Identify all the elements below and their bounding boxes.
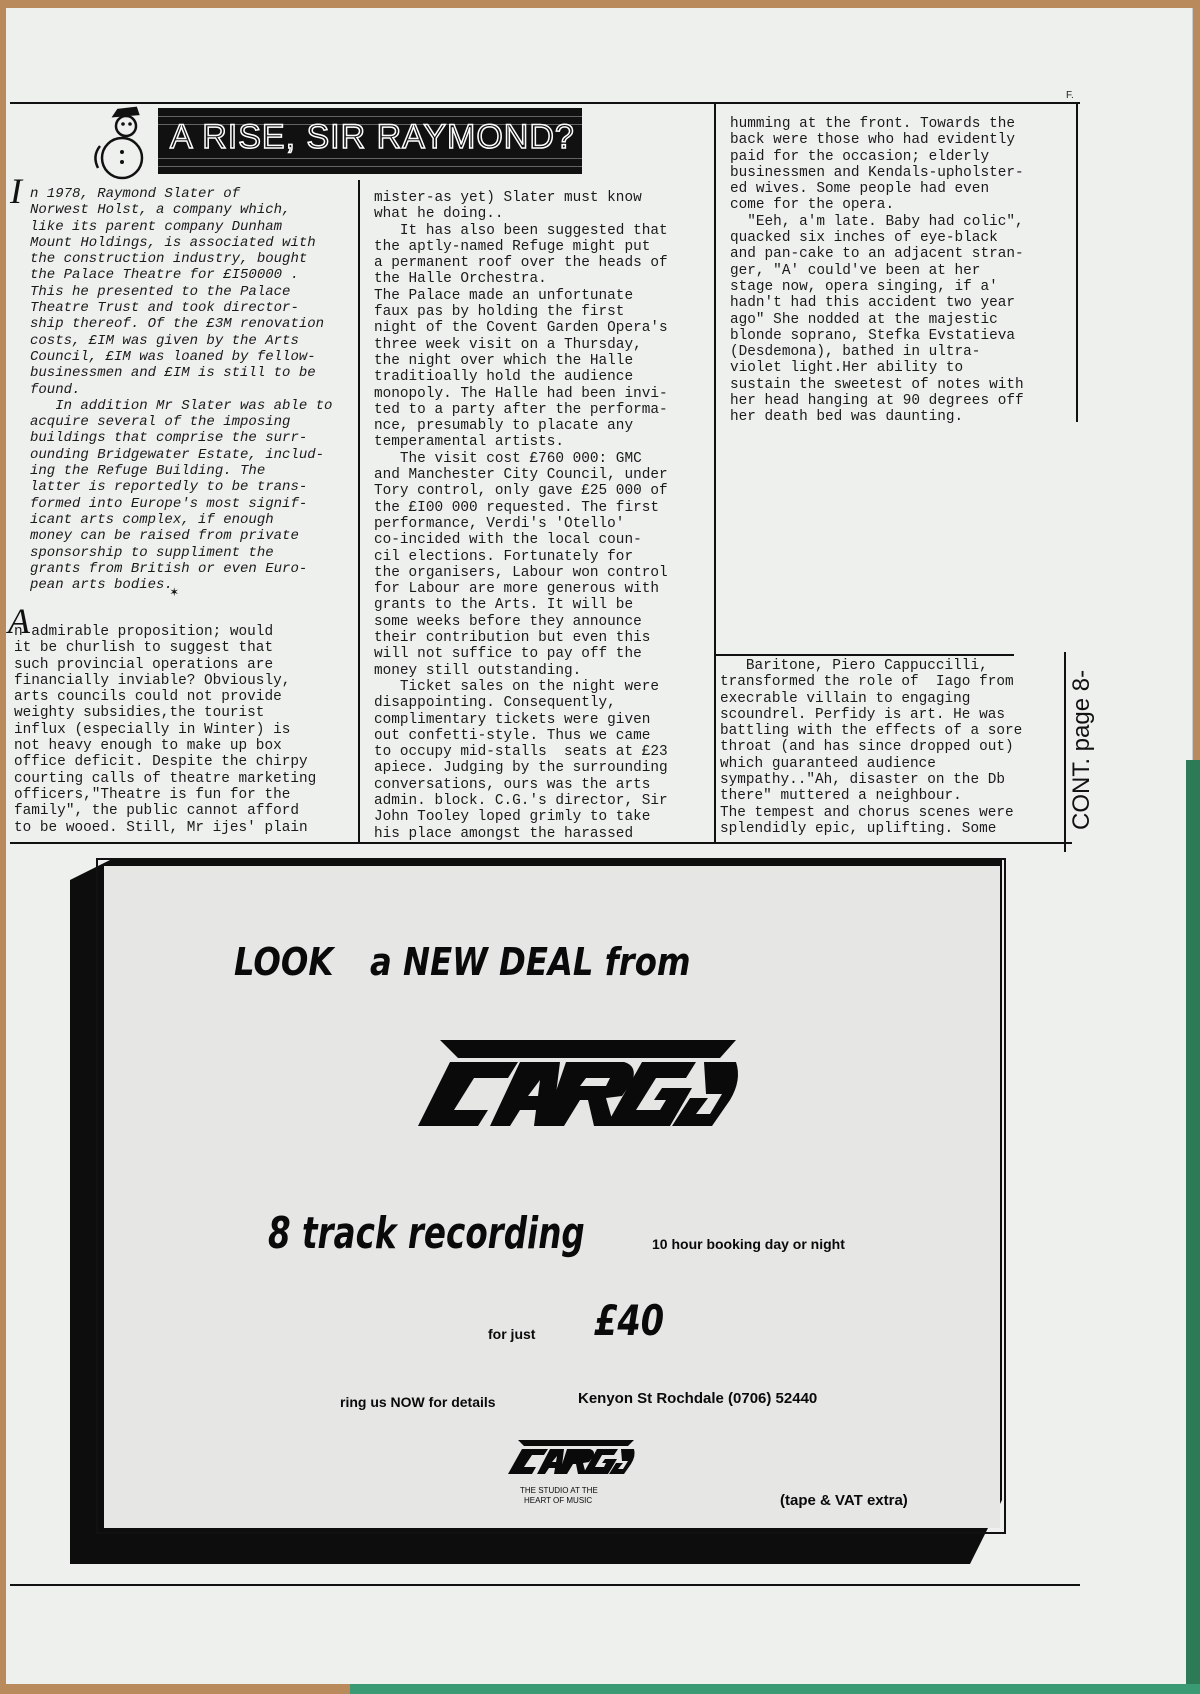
ad-address: Kenyon St Rochdale (0706) 52440 <box>578 1390 818 1407</box>
ad-new-deal: a NEW DEAL from <box>370 940 691 984</box>
article-bottom-rule <box>10 842 1072 844</box>
snowman-icon <box>92 106 154 187</box>
ad-booking: 10 hour booking day or night <box>652 1236 845 1252</box>
column-rule-2 <box>714 102 716 842</box>
ad-for-just: for just <box>488 1326 536 1342</box>
column1-paragraph-1: n 1978, Raymond Slater of Norwest Holst, a company which, like its parent company Dunham Mount Holdings, is associated with the construction industry, bought the Palace Theatre for £I50000 . This he presented to the Palace Theatre Trust and took director- ship thereof. Of the £3M renovation costs, £IM was given by the Arts Council, £IM was loaned by fellow- businessmen and £IM is still to be found. In addition Mr Slater was able to acquire several of the imposing buildings that comprise the surr- ounding Bridgewater Estate, includ- ing the Refuge Building. The latter is reportedly to be trans- formed into Europe's most signif- icant arts complex, if enough money can be raised from private sponsorship to suppliment the grants from British or even Euro- pean arts bodies. <box>30 186 333 594</box>
column3-divider-rule <box>714 654 1014 656</box>
ad-ring: ring us NOW for details <box>340 1394 496 1410</box>
column3-top-text: humming at the front. Towards the back were those who had evidently paid for the occasion; elderly businessmen and Kendals-upholster- ed wives. Some people had even come for the opera. "Eeh, a'm late. Baby had colic", quacked six inches of eye-black and pan-cake to an adjacent stran- ger, "A' could've been at her stage now, opera singing, if a' hadn't had this accident two year ago" She nodded at the majestic blonde soprano, Stefka Evstatieva (Desdemona), bathed in ultra- violet light.Her ability to sustain the sweetest of notes with her head hanging at 90 degrees off her death bed was daunting. <box>730 116 1024 426</box>
ad-tagline-2: HEART OF MUSIC <box>524 1496 593 1505</box>
background-green-strip <box>1186 760 1200 1694</box>
ad-tagline-1: THE STUDIO AT THE <box>520 1486 598 1495</box>
column3-right-rule <box>1076 102 1078 422</box>
column3-bottom-text: Baritone, Piero Cappuccilli, transformed the role of Iago from execrable villain to engaging scoundrel. Perfidy is art. He was battling with the effects of a sore throat (and has since dropped out) which guaranteed audience sympathy.."Ah, disaster on the Db there" muttered a neighbour. The tempest and chorus scenes were splendidly epic, uplifting. Some <box>720 658 1023 837</box>
column1-paragraph-2: n admirable proposition; would it be churlish to suggest that such provincial operations are financially inviable? Obviously, arts councils could not provide weighty subsidies,the tourist influx (especially in Winter) is not heavy enough to make up box office deficit. Despite the chirpy courting calls of theatre marketing officers,"Theatre is fun for the family", the public cannot afford to be wooed. Still, Mr ijes' plain <box>14 624 317 836</box>
dropcap-i: I <box>10 171 22 211</box>
background-edge-strip <box>350 1684 1200 1694</box>
cargo-logo-icon <box>410 1040 736 1135</box>
cargo-small-logo-icon <box>506 1440 634 1481</box>
ad-8-track: 8 track recording <box>268 1208 585 1259</box>
page-corner-mark: F. <box>1066 90 1074 101</box>
continued-label: CONT. page 8- <box>1068 669 1095 830</box>
star-mark: ✶ <box>170 585 179 601</box>
dropcap-a: A <box>8 601 30 641</box>
headline-banner <box>158 108 582 174</box>
page-bottom-rule <box>10 1584 1080 1586</box>
ad-look: LOOK <box>234 940 334 984</box>
article-headline: A RISE, SIR RAYMOND? <box>170 118 575 156</box>
column2-text: mister-as yet) Slater must know what he doing.. It has also been suggested that the aptly-named Refuge might put a permanent roof over the heads of the Halle Orchestra. The Palace made an unfortunate faux pas by holding the first night of the Covent Garden Opera's three week visit on a Thursday, the night over which the Halle traditioally hold the audience monopoly. The Halle had been invi- ted to a party after the performa- nce, presumably to placate any temperamental artists. The visit cost £760 000: GMC and Manchester City Council, under Tory control, only gave £25 000 of the £I00 000 requested. The first performance, Verdi's 'Otello' co-incided with the local coun- cil elections. Fortunately for the organisers, Labour won control for Labour are more generous with grants to the Arts. It will be some weeks before they announce their contribution but even this will not suffice to pay off the money still outstanding. Ticket sales on the night were disappointing. Consequently, complimentary tickets were given out confetti-style. Thus we came to occupy mid-stalls seats at £23 apiece. Judging by the surrounding conversations, ours was the arts admin. block. C.G.'s director, Sir John Tooley loped grimly to take his place amongst the harassed <box>374 190 668 842</box>
article-top-rule <box>10 102 1080 104</box>
ad-price: £40 <box>594 1296 665 1345</box>
ad-tape-vat: (tape & VAT extra) <box>780 1492 908 1509</box>
